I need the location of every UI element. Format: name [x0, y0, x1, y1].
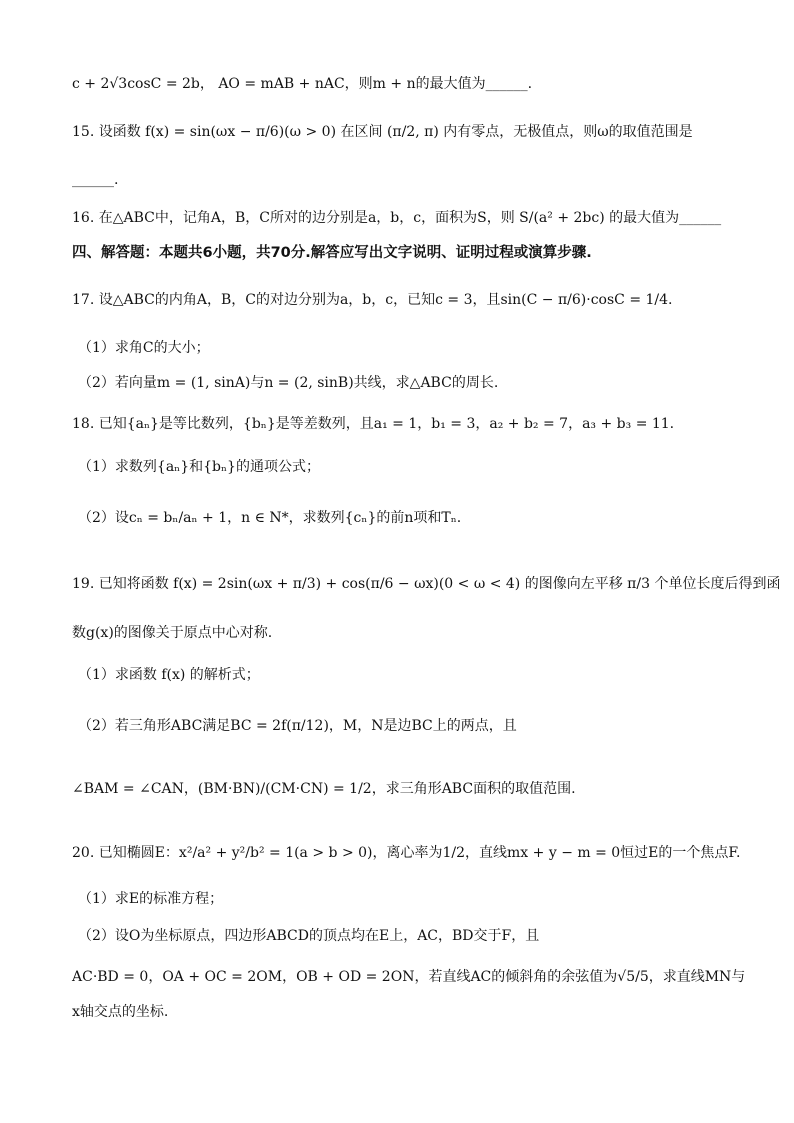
section-heading: 四、解答题：本题共6小题，共70分.解答应写出文字说明、证明过程或演算步骤.: [72, 245, 592, 261]
q16-text: 16. 在△ABC中，记角A，B，C所对的边分别是a，b，c，面积为S，则 S/(a² + 2bc) 的最大值为______: [72, 210, 722, 226]
q18-part2: （2）设cₙ = bₙ/aₙ + 1，n ∈ N*，求数列{cₙ}的前n项和Tₙ.: [78, 510, 462, 526]
q15-text: 15. 设函数 f(x) = sin(ωx − π/6)(ω > 0) 在区间 (π/2, π) 内有零点，无极值点，则ω的取值范围是: [72, 124, 693, 140]
q19-part2: （2）若三角形ABC满足BC = 2f(π/12)，M，N是边BC上的两点，且: [78, 718, 517, 734]
q19-part2-cont: ∠BAM = ∠CAN，(BM·BN)/(CM·CN) = 1/2，求三角形ABC面积的取值范围.: [72, 781, 576, 797]
q17-part1: （1）求角C的大小；: [78, 340, 210, 356]
q19-text-cont: 数g(x)的图像关于原点中心对称.: [72, 625, 273, 641]
q18-part1: （1）求数列{aₙ}和{bₙ}的通项公式；: [78, 459, 320, 475]
q19-part1: （1）求函数 f(x) 的解析式；: [78, 667, 260, 683]
q20-part2-cont: AC·BD = 0，OA + OC = 2OM，OB + OD = 2ON，若直线AC的倾斜角的余弦值为√5/5，求直线MN与: [72, 969, 746, 985]
q20-part2-end: x轴交点的坐标.: [72, 1004, 169, 1020]
q20-part2: （2）设O为坐标原点，四边形ABCD的顶点均在E上，AC，BD交于F，且: [78, 928, 540, 944]
q20-text: 20. 已知椭圆E：x²/a² + y²/b² = 1(a > b > 0)，离心率为1/2，直线mx + y − m = 0恒过E的一个焦点F.: [72, 845, 741, 861]
q14-continuation: c + 2√3cosC = 2b， AO = mAB + nAC，则m + n的最大值为______.: [72, 76, 533, 92]
q15-answer-blank: ______.: [72, 172, 119, 188]
q17-part2: （2）若向量m = (1, sinA)与n = (2, sinB)共线，求△ABC的周长.: [78, 375, 499, 391]
q18-text: 18. 已知{aₙ}是等比数列，{bₙ}是等差数列，且a₁ = 1，b₁ = 3，a₂ + b₂ = 7，a₃ + b₃ = 11.: [72, 416, 675, 432]
q20-part1: （1）求E的标准方程；: [78, 891, 224, 907]
q17-text: 17. 设△ABC的内角A，B，C的对边分别为a，b，c，已知c = 3，且sin(C − π/6)·cosC = 1/4.: [72, 292, 673, 308]
q19-text: 19. 已知将函数 f(x) = 2sin(ωx + π/3) + cos(π/6 − ωx)(0 < ω < 4) 的图像向左平移 π/3 个单位长度后得到函: [72, 576, 781, 592]
